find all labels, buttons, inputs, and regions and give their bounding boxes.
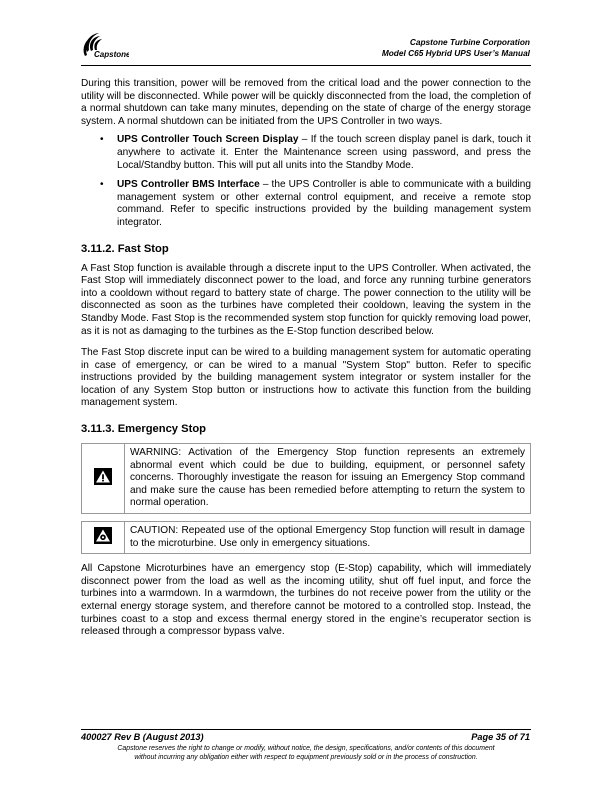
list-item bbox=[100, 134, 531, 172]
bullet-title: UPS Controller BMS Interface bbox=[117, 179, 260, 191]
header-titles bbox=[382, 37, 530, 58]
caution-cell-icon bbox=[82, 522, 125, 554]
header-rule bbox=[81, 65, 531, 66]
bullet-icon: • bbox=[100, 179, 104, 191]
warning-text: WARNING: Activation of the Emergency Stop function represents an extremely abnormal event which could be due to building, equipment, or personnel safety concerns. Thoroughly investigate the reason for issuing an Emergency Stop command and make sure the cause has been remedied before attempting to return the system to normal operation. bbox=[125, 444, 531, 514]
warning-cell-icon bbox=[82, 444, 125, 514]
warning-triangle-icon bbox=[94, 472, 112, 489]
fast-stop-heading: 3.11.2. Fast Stop bbox=[81, 242, 169, 255]
list-item bbox=[100, 179, 531, 229]
document-revision: 400027 Rev B (August 2013) bbox=[81, 732, 204, 742]
svg-text:Capstone: Capstone bbox=[94, 50, 129, 59]
caution-text: CAUTION: Repeated use of the optional Emergency Stop function will result in damage to the microturbine. Use only in emergency situations. bbox=[125, 522, 531, 554]
emergency-stop-paragraph: All Capstone Microturbines have an emergency stop (E-Stop) capability, which will immediately disconnect power from the load as well as the incoming utility, shut off fuel input, and force the turbines into a warmdown. In a warmdown, the turbines do not receive power from the utility or the external energy storage system, and therefore cannot be motored to a controlled stop. Instead, the turbines coast to a stop and excess thermal energy stored in the engine’s recuperator section is released through a compressor bypass valve. bbox=[81, 563, 531, 638]
bullet-text: – If the touch screen display panel is dark, touch it anywhere to activate it. Enter the Maintenance screen using password, and press the Local/Standby button. This will put all units into the Standby Mode. bbox=[117, 134, 531, 171]
footer-rule bbox=[81, 729, 531, 730]
disclaimer-line-1: Capstone reserves the right to change or modify, without notice, the design, specifications, and/or contents of this document bbox=[117, 745, 495, 752]
disclaimer-line-2: without incurring any obligation either with respect to equipment previously sold or in the process of construction. bbox=[134, 753, 478, 761]
main-content bbox=[81, 78, 531, 639]
page-number: Page 35 of 71 bbox=[471, 732, 530, 742]
fast-stop-paragraph-1: A Fast Stop function is available through a discrete input to the UPS Controller. When activated, the Fast Stop will immediately disconnect power to the load, and force any running turbine generators into a cooldown without regard to battery state of charge. The power connection to the utility will be disconnected as soon as the turbines have completed their cooldown, leaving the system in the Standby Mode. Fast Stop is the recommended system stop function for quickly removing load power, as it is not as damaging to the turbines as the E-Stop function described below. bbox=[81, 262, 531, 337]
fast-stop-paragraph-2: The Fast Stop discrete input can be wired to a building management system for automatic operating in case of emergency, or can be wired to a manual "System Stop" button. Refer to specific instructions provided by the building management system integrator or system installer for the location of any System Stop button or instructions how to activate this function from the building management system. bbox=[81, 347, 531, 409]
emergency-stop-heading: 3.11.3. Emergency Stop bbox=[81, 423, 206, 436]
company-name: Capstone Turbine Corporation bbox=[409, 37, 530, 47]
manual-title: Model C65 Hybrid UPS User’s Manual bbox=[381, 47, 530, 58]
warning-box bbox=[81, 443, 531, 514]
bullet-title: UPS Controller Touch Screen Display bbox=[117, 134, 299, 146]
intro-paragraph: During this transition, power will be removed from the critical load and the power connection to the utility will be disconnected. While power will be quickly disconnected from the load, the completion of a normal shutdown can take many minutes, depending on the state of charge of the energy storage system. A normal shutdown can be initiated from the UPS Controller in two ways. bbox=[81, 78, 531, 127]
bullet-icon: • bbox=[100, 134, 104, 146]
shutdown-methods-list bbox=[81, 134, 531, 229]
caution-icon bbox=[94, 531, 112, 548]
caution-box bbox=[81, 521, 531, 554]
bullet-text: – the UPS Controller is able to communicate with a building management system or other external control equipment, and receive a remote stop command. Refer to specific instructions provided by the building management system integrator. bbox=[117, 179, 531, 228]
footer-disclaimer bbox=[81, 745, 531, 762]
capstone-logo bbox=[81, 30, 129, 70]
